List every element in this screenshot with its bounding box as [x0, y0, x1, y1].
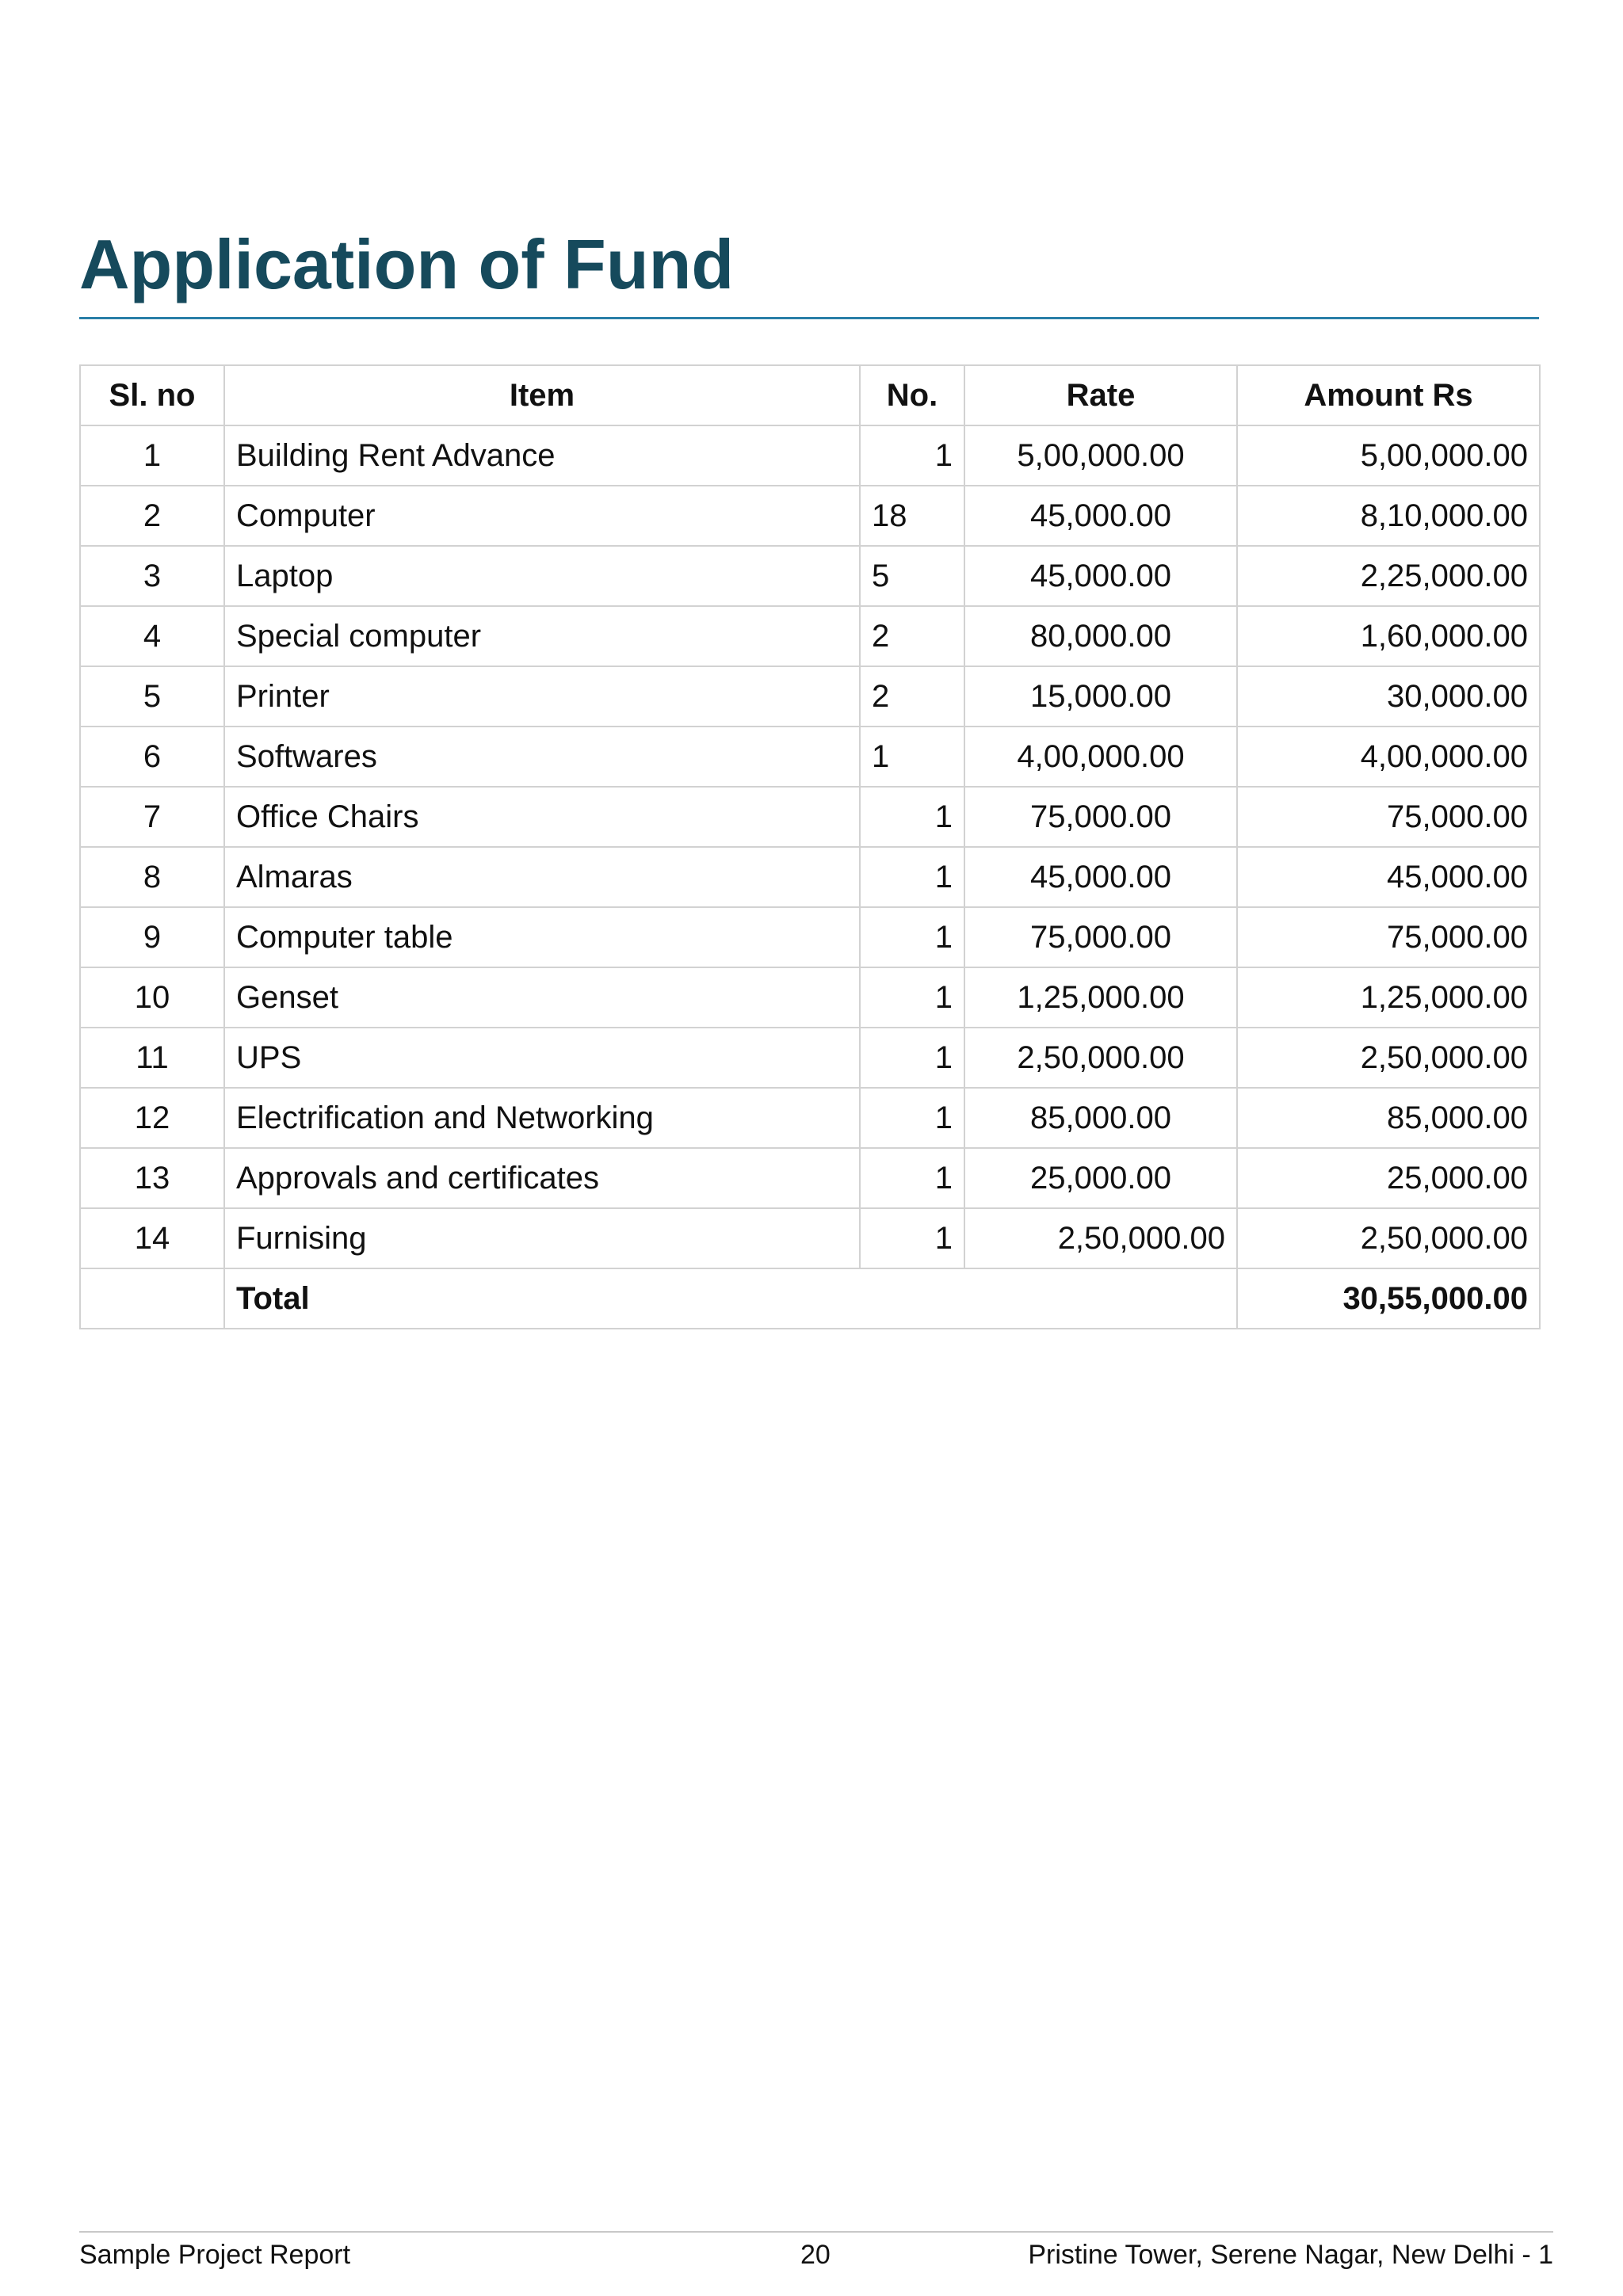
- cell-rate: 15,000.00: [964, 666, 1237, 727]
- cell-amount: 5,00,000.00: [1237, 425, 1540, 486]
- cell-sl-no: 11: [80, 1028, 224, 1088]
- cell-rate: 1,25,000.00: [964, 967, 1237, 1028]
- total-label: Total: [224, 1268, 1237, 1329]
- cell-no: 1: [860, 425, 964, 486]
- cell-sl-no: 8: [80, 847, 224, 907]
- cell-sl-no: 7: [80, 787, 224, 847]
- cell-rate: 4,00,000.00: [964, 727, 1237, 787]
- table-row: [80, 1028, 1540, 1088]
- cell-no: 1: [860, 787, 964, 847]
- cell-amount: 75,000.00: [1237, 787, 1540, 847]
- cell-sl-no: 10: [80, 967, 224, 1028]
- cell-sl-no: 12: [80, 1088, 224, 1148]
- cell-item: Approvals and certificates: [224, 1148, 860, 1208]
- table-row: [80, 727, 1540, 787]
- cell-rate: 45,000.00: [964, 546, 1237, 606]
- cell-amount: 85,000.00: [1237, 1088, 1540, 1148]
- cell-amount: 45,000.00: [1237, 847, 1540, 907]
- cell-no: 2: [860, 606, 964, 666]
- footer-page-number: 20: [800, 2240, 831, 2270]
- table-row: [80, 1208, 1540, 1268]
- cell-sl-no: 14: [80, 1208, 224, 1268]
- cell-item: Genset: [224, 967, 860, 1028]
- cell-no: 18: [860, 486, 964, 546]
- table-row: [80, 967, 1540, 1028]
- title-underline: [79, 317, 1539, 319]
- cell-rate: 2,50,000.00: [964, 1028, 1237, 1088]
- cell-sl-no: 13: [80, 1148, 224, 1208]
- cell-rate: 85,000.00: [964, 1088, 1237, 1148]
- cell-no: 1: [860, 967, 964, 1028]
- cell-item: Almaras: [224, 847, 860, 907]
- table-header-row: [80, 365, 1540, 425]
- cell-amount: 2,50,000.00: [1237, 1208, 1540, 1268]
- table-row: [80, 1088, 1540, 1148]
- cell-amount: 2,25,000.00: [1237, 546, 1540, 606]
- cell-item: Computer: [224, 486, 860, 546]
- cell-sl-no: 4: [80, 606, 224, 666]
- header-no: No.: [860, 365, 964, 425]
- cell-no: 1: [860, 1148, 964, 1208]
- cell-amount: 1,25,000.00: [1237, 967, 1540, 1028]
- footer-divider: [79, 2231, 1553, 2233]
- cell-item: Softwares: [224, 727, 860, 787]
- cell-rate: 75,000.00: [964, 907, 1237, 967]
- table-row: [80, 425, 1540, 486]
- table-row: [80, 787, 1540, 847]
- cell-rate: 2,50,000.00: [964, 1208, 1237, 1268]
- cell-rate: 45,000.00: [964, 847, 1237, 907]
- cell-amount: 25,000.00: [1237, 1148, 1540, 1208]
- total-amount: 30,55,000.00: [1237, 1268, 1540, 1329]
- cell-rate: 5,00,000.00: [964, 425, 1237, 486]
- cell-sl-no: 5: [80, 666, 224, 727]
- cell-no: 1: [860, 907, 964, 967]
- table-row: [80, 907, 1540, 967]
- cell-rate: 25,000.00: [964, 1148, 1237, 1208]
- cell-sl-no: 6: [80, 727, 224, 787]
- fund-table: [79, 364, 1541, 1329]
- cell-empty: [80, 1268, 224, 1329]
- cell-amount: 8,10,000.00: [1237, 486, 1540, 546]
- total-row: [80, 1268, 1540, 1329]
- cell-no: 1: [860, 1208, 964, 1268]
- header-amount: Amount Rs: [1237, 365, 1540, 425]
- header-item: Item: [224, 365, 860, 425]
- table-row: [80, 606, 1540, 666]
- cell-amount: 4,00,000.00: [1237, 727, 1540, 787]
- cell-rate: 45,000.00: [964, 486, 1237, 546]
- cell-no: 1: [860, 1028, 964, 1088]
- cell-item: Special computer: [224, 606, 860, 666]
- cell-item: UPS: [224, 1028, 860, 1088]
- cell-rate: 75,000.00: [964, 787, 1237, 847]
- cell-item: Office Chairs: [224, 787, 860, 847]
- table-row: [80, 546, 1540, 606]
- cell-no: 1: [860, 727, 964, 787]
- table-row: [80, 1148, 1540, 1208]
- cell-rate: 80,000.00: [964, 606, 1237, 666]
- cell-sl-no: 9: [80, 907, 224, 967]
- cell-sl-no: 3: [80, 546, 224, 606]
- table-row: [80, 486, 1540, 546]
- cell-item: Printer: [224, 666, 860, 727]
- footer-report-name: Sample Project Report: [79, 2240, 351, 2270]
- cell-item: Electrification and Networking: [224, 1088, 860, 1148]
- cell-item: Building Rent Advance: [224, 425, 860, 486]
- cell-amount: 2,50,000.00: [1237, 1028, 1540, 1088]
- cell-amount: 30,000.00: [1237, 666, 1540, 727]
- table-row: [80, 666, 1540, 727]
- cell-no: 1: [860, 1088, 964, 1148]
- cell-item: Computer table: [224, 907, 860, 967]
- header-rate: Rate: [964, 365, 1237, 425]
- cell-item: Furnising: [224, 1208, 860, 1268]
- cell-amount: 75,000.00: [1237, 907, 1540, 967]
- table-row: [80, 847, 1540, 907]
- cell-no: 1: [860, 847, 964, 907]
- cell-no: 5: [860, 546, 964, 606]
- header-sl-no: Sl. no: [80, 365, 224, 425]
- cell-item: Laptop: [224, 546, 860, 606]
- cell-no: 2: [860, 666, 964, 727]
- footer-address: Pristine Tower, Serene Nagar, New Delhi - 1: [1028, 2240, 1553, 2270]
- cell-sl-no: 2: [80, 486, 224, 546]
- cell-amount: 1,60,000.00: [1237, 606, 1540, 666]
- page-title: Application of Fund: [79, 225, 735, 303]
- cell-sl-no: 1: [80, 425, 224, 486]
